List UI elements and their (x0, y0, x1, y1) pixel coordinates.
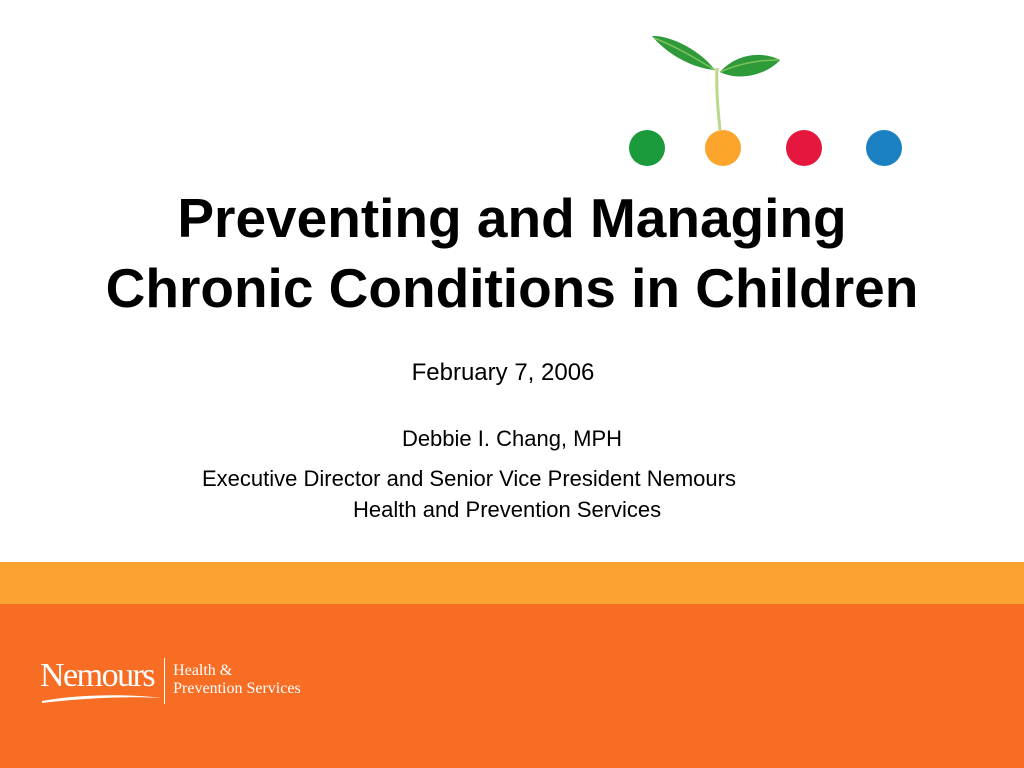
red-dot (786, 130, 822, 166)
logo-sub-line-2: Prevention Services (173, 680, 301, 697)
logo-wordmark (40, 656, 154, 696)
swoosh-icon (40, 692, 164, 704)
blue-dot (866, 130, 902, 166)
logo-sub-line-1: Health & (173, 662, 233, 679)
slide-title (0, 183, 1024, 323)
logo-subtitle (173, 656, 301, 698)
orange-dot (705, 130, 741, 166)
nemours-logo (40, 656, 301, 708)
title-line-2: Chronic Conditions in Children (105, 257, 919, 319)
sprout-icon (620, 30, 920, 175)
logo-divider (164, 658, 165, 704)
presenter-role (202, 463, 842, 525)
presentation-date: February 7, 2006 (411, 359, 595, 386)
role-line-1: Executive Director and Senior Vice President Nemours (202, 466, 736, 491)
logo-wordmark-text: Nemours (40, 657, 155, 694)
role-line-2: Health and Prevention Services (353, 497, 662, 522)
title-line-1: Preventing and Managing (177, 187, 847, 249)
footer-band-light (0, 562, 1024, 604)
presenter-name: Debbie I. Chang, MPH (401, 426, 623, 451)
green-dot (629, 130, 665, 166)
